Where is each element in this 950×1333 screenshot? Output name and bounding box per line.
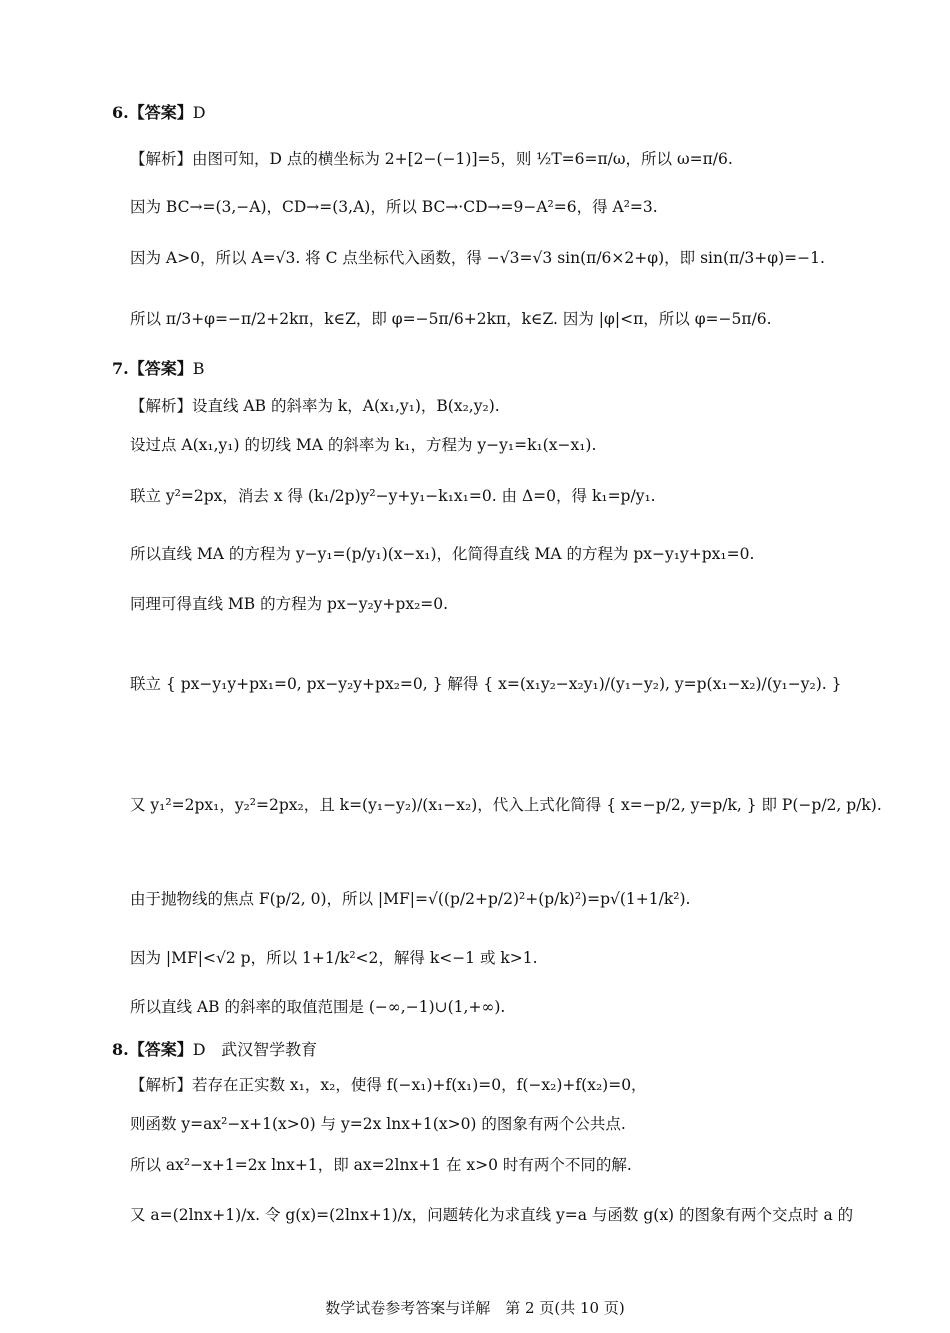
q7-line-8: 由于抛物线的焦点 F(p/2, 0)，所以 |MF|=√((p/2+p/2)²+(p/k)²)=p√(1+1/k²). [130,890,691,908]
q6-line-1: 【解析】由图可知，D 点的横坐标为 2+[2−(−1)]=5，则 ½T=6=π/ω，所以 ω=π/6. [130,150,733,168]
page-footer: 数学试卷参考答案与详解 第 2 页(共 10 页) [325,1299,625,1317]
q7-line-3: 联立 y²=2px，消去 x 得 (k₁/2p)y²−y+y₁−k₁x₁=0. 由 Δ=0，得 k₁=p/y₁. [130,487,656,505]
q7-line-7: 又 y₁²=2px₁，y₂²=2px₂，且 k=(y₁−y₂)/(x₁−x₂)，代入上式化简得 { x=−p/2, y=p/k, } 即 P(−p/2, p/k). [130,796,882,814]
q8-answer: D [192,1040,206,1059]
q6-answer-heading: 6.【答案】D [112,103,206,122]
q7-answer-heading: 7.【答案】B [112,359,205,378]
q8-watermark-text: 武汉智学教育 [221,1040,318,1059]
q8-line-2: 则函数 y=ax²−x+1(x>0) 与 y=2x lnx+1(x>0) 的图象有两个公共点. [130,1115,626,1133]
q6-line-4: 所以 π/3+φ=−π/2+2kπ，k∈Z，即 φ=−5π/6+2kπ，k∈Z. 因为 |φ|<π，所以 φ=−5π/6. [130,310,772,328]
q8-line-4: 又 a=(2lnx+1)/x. 令 g(x)=(2lnx+1)/x，问题转化为求直线 y=a 与函数 g(x) 的图象有两个交点时 a 的 [130,1206,854,1224]
q7-answer: B [192,359,205,378]
q8-line-3: 所以 ax²−x+1=2x lnx+1，即 ax=2lnx+1 在 x>0 时有两个不同的解. [130,1156,632,1174]
q6-answer: D [192,103,206,122]
q7-line-10: 所以直线 AB 的斜率的取值范围是 (−∞,−1)∪(1,+∞). [130,998,506,1016]
q8-answer-heading: 8.【答案】D 武汉智学教育 [112,1040,318,1059]
q7-line-9: 因为 |MF|<√2 p，所以 1+1/k²<2，解得 k<−1 或 k>1. [130,949,538,967]
q7-line-6: 联立 { px−y₁y+px₁=0, px−y₂y+px₂=0, } 解得 { x=(x₁y₂−x₂y₁)/(y₁−y₂), y=p(x₁−x₂)/(y₁−y₂). } [130,675,842,693]
q6-line-3: 因为 A>0，所以 A=√3. 将 C 点坐标代入函数，得 −√3=√3 sin(π/6×2+φ)，即 sin(π/3+φ)=−1. [130,249,825,267]
q7-line-4: 所以直线 MA 的方程为 y−y₁=(p/y₁)(x−x₁)，化简得直线 MA 的方程为 px−y₁y+px₁=0. [130,545,755,563]
q8-line-1: 【解析】若存在正实数 x₁，x₂，使得 f(−x₁)+f(x₁)=0，f(−x₂)+f(x₂)=0， [130,1076,647,1094]
q6-line-2: 因为 BC→=(3,−A)，CD→=(3,A)，所以 BC→·CD→=9−A²=6，得 A²=3. [130,198,658,216]
q7-line-5: 同理可得直线 MB 的方程为 px−y₂y+px₂=0. [130,595,449,613]
q7-line-1: 【解析】设直线 AB 的斜率为 k，A(x₁,y₁)，B(x₂,y₂). [130,397,500,415]
q7-line-2: 设过点 A(x₁,y₁) 的切线 MA 的斜率为 k₁，方程为 y−y₁=k₁(x−x₁). [130,436,597,454]
